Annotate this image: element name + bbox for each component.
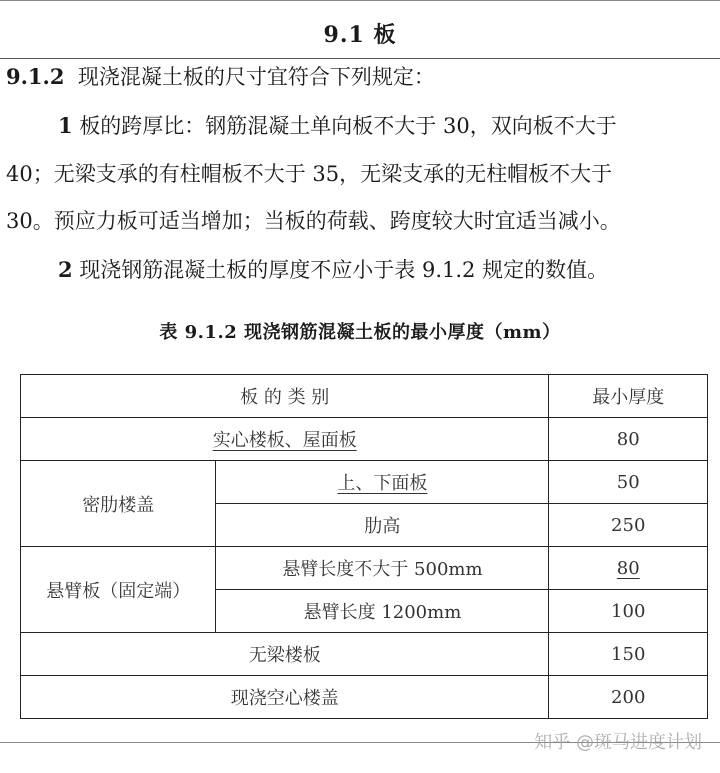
row-cantilever-long-value: 100 <box>549 590 708 633</box>
item2-line <box>58 255 716 285</box>
item2-text: 现浇钢筋混凝土板的厚度不应小于表 9.1.2 规定的数值。 <box>79 258 609 282</box>
row-cantilever-short-value: 80 <box>549 547 708 590</box>
row-cantilever-long-label: 悬臂长度 1200mm <box>216 590 549 633</box>
row-ribbed-rib-value: 250 <box>549 504 708 547</box>
row-ribbed-top-label: 上、下面板 <box>216 461 549 504</box>
row-solid-value: 80 <box>549 418 708 461</box>
table-row <box>21 676 708 719</box>
top-rule <box>0 0 720 1</box>
title-rule <box>0 58 720 59</box>
table-caption: 表 9.1.2 现浇钢筋混凝土板的最小厚度（mm） <box>159 322 561 343</box>
row-ribbed-top-value: 50 <box>549 461 708 504</box>
table-row <box>21 418 708 461</box>
watermark: 知乎 @斑马进度计划 <box>534 732 702 753</box>
item1-number: 1 <box>58 113 73 138</box>
clause-intro <box>6 62 716 92</box>
clause-intro-text: 现浇混凝土板的尺寸宜符合下列规定： <box>77 65 435 89</box>
item1-line1 <box>58 111 716 141</box>
item1-line1-text: 板的跨厚比：钢筋混凝土单向板不大于 30，双向板不大于 <box>79 114 617 138</box>
item1-line2: 40；无梁支承的有柱帽板不大于 35，无梁支承的无柱帽板不大于 <box>6 162 613 186</box>
row-ribbed-rib-label: 肋高 <box>216 504 549 547</box>
item2-number: 2 <box>58 257 73 282</box>
row-ribbed-category: 密肋楼盖 <box>21 461 216 547</box>
section-title: 9.1 板 <box>323 22 397 48</box>
clause-number: 9.1.2 <box>6 64 65 89</box>
row-hollow-label: 现浇空心楼盖 <box>21 676 549 719</box>
row-solid-label: 实心楼板、屋面板 <box>21 418 549 461</box>
table-row <box>21 461 708 504</box>
row-cantilever-category: 悬臂板（固定端） <box>21 547 216 633</box>
row-flat-slab-label: 无梁楼板 <box>21 633 549 676</box>
header-type: 板 的 类 别 <box>21 375 549 418</box>
table-header-row <box>21 375 708 418</box>
min-thickness-table <box>20 374 708 719</box>
header-min-thickness: 最小厚度 <box>549 375 708 418</box>
row-flat-slab-value: 150 <box>549 633 708 676</box>
table-row <box>21 633 708 676</box>
row-hollow-value: 200 <box>549 676 708 719</box>
item1-line3: 30。预应力板可适当增加；当板的荷载、跨度较大时宜适当减小。 <box>6 209 621 233</box>
table-row <box>21 547 708 590</box>
row-cantilever-short-label: 悬臂长度不大于 500mm <box>216 547 549 590</box>
